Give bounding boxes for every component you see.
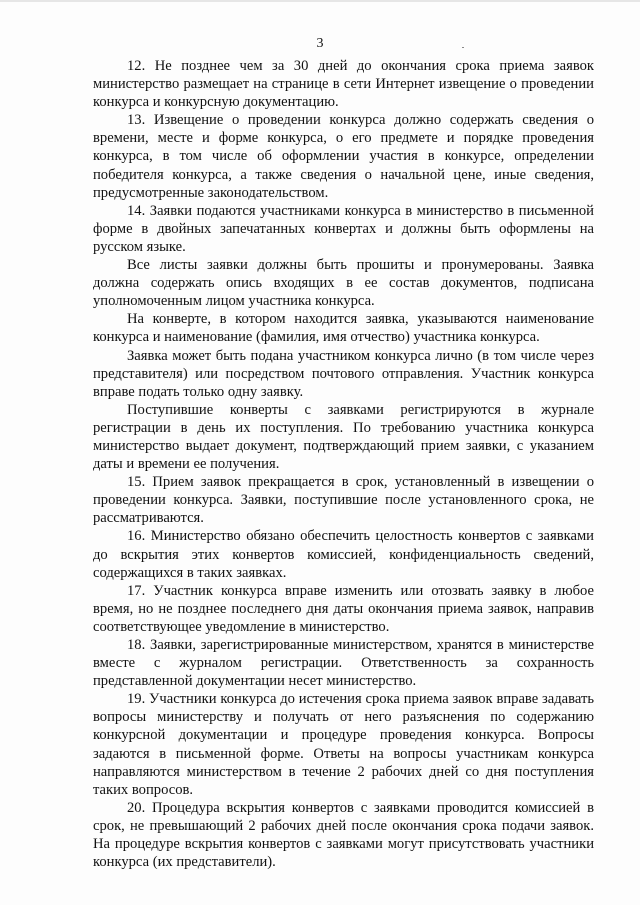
paragraph-14-registration: Поступившие конверты с заявками регистрируются в журнале регистрации в день их поступления. По требованию участника конкурса министерство выдает документ, подтверждающий прием заявки, с указанием даты и времени ее получения. — [93, 401, 594, 473]
paragraph-13: 13. Извещение о проведении конкурса должно содержать сведения о времени, месте и форме конкурса, о его предмете и порядке проведения конкурса, в том числе об оформлении участия в конкурсе, определении победителя конкурса, а также сведения о начальной цене, иные сведения, предусмотренные законодательством. — [93, 112, 594, 201]
paragraph-17: 17. Участник конкурса вправе изменить или отозвать заявку в любое время, но не позднее последнего дня даты окончания приема заявок, направив соответствующее уведомление в министерство. — [93, 582, 594, 635]
paragraph-14-submission: Заявка может быть подана участником конкурса лично (в том числе через представителя) или посредством почтового отправления. Участник конкурса вправе подать только одну заявку. — [93, 347, 594, 400]
paragraph-18: 18. Заявки, зарегистрированные министерством, хранятся в министерстве вместе с журналом регистрации. Ответственность за сохранность представленной документации несет министерство. — [93, 637, 594, 690]
paragraph-19: 19. Участники конкурса до истечения срока приема заявок вправе задавать вопросы министерству и получать от него разъяснения по содержанию конкурсной документации и процедуре проведения конкурса. Вопросы задаются в письменной форме. Ответы на вопросы участникам конкурса направляются министерством в течение 2 рабочих дней со дня поступления таких вопросов. — [93, 691, 594, 798]
paragraph-14-sheets: Все листы заявки должны быть прошиты и пронумерованы. Заявка должна содержать опись входящих в ее состав документов, подписана уполномоченным лицом участника конкурса. — [93, 257, 594, 310]
paragraph-12: 12. Не позднее чем за 30 дней до окончания срока приема заявок министерство размещает на странице в сети Интернет извещение о проведении конкурса и конкурсную документацию. — [93, 58, 594, 111]
paragraph-14-envelope: На конверте, в котором находится заявка, указываются наименование конкурса и наименование (фамилия, имя отчество) участника конкурса. — [93, 311, 594, 346]
paragraph-20: 20. Процедура вскрытия конвертов с заявками проводится комиссией в срок, не превышающий 2 рабочих дней после окончания срока подачи заявок. На процедуре вскрытия конвертов с заявками могут присутствовать участники конкурса (их представители). — [93, 799, 594, 871]
page-number: 3 — [316, 36, 324, 51]
paragraph-14: 14. Заявки подаются участниками конкурса в министерство в письменной форме в двойных запечатанных конвертах и должны быть оформлены на русском языке. — [93, 202, 594, 255]
scan-edge — [0, 0, 640, 2]
paragraph-16: 16. Министерство обязано обеспечить целостность конвертов с заявками до вскрытия этих конвертов комиссией, конфиденциальность сведений, содержащихся в таких заявках. — [93, 528, 594, 581]
document-body — [93, 57, 594, 871]
paragraph-15: 15. Прием заявок прекращается в срок, установленный в извещении о проведении конкурса. Заявки, поступившие после установленного срока, не рассматриваются. — [93, 474, 594, 527]
